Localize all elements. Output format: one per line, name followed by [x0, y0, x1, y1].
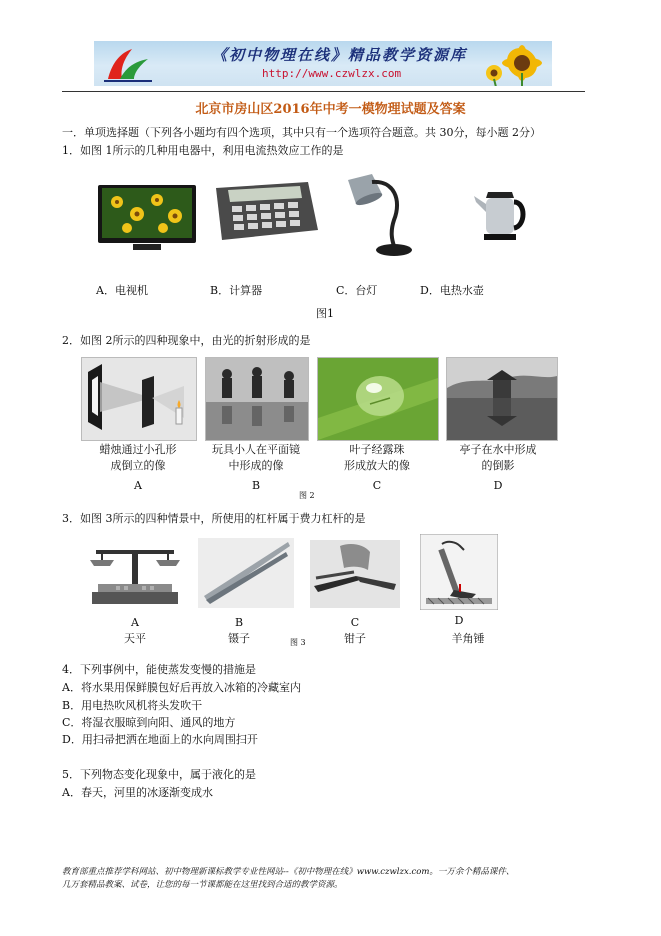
- q3-letter-b: B: [234, 616, 244, 629]
- q3-name-b: 镊子: [228, 632, 250, 645]
- q4-stem: 4．下列事例中，能使蒸发变慢的措施是: [62, 663, 256, 676]
- q2-letter-a: A: [134, 479, 142, 492]
- q4-option-b: B．用电热吹风机将头发吹干: [62, 699, 203, 712]
- site-logo: [102, 45, 154, 83]
- tweezers-image: [198, 538, 294, 608]
- footer-line-2: 几万套精品教案、试卷，让您的每一节课都能在这里找到合适的教学资源。: [62, 880, 343, 890]
- q2-figure-label: 图 2: [299, 491, 315, 500]
- header-divider: [62, 91, 585, 92]
- page-title: 北京市房山区2016年中考一模物理试题及答案: [195, 102, 466, 117]
- q2-caption-a-1: 蜡烛通过小孔形: [99, 443, 177, 456]
- balance-scale-image: [86, 540, 184, 608]
- q2-letter-c: C: [372, 479, 382, 492]
- q4-option-a: A．将水果用保鲜膜包好后再放入冰箱的冷藏室内: [62, 681, 301, 694]
- q1-option-a: A．电视机: [96, 284, 148, 297]
- q2-caption-d-1: 亭子在水中形成: [459, 443, 537, 456]
- q2-letter-b: B: [251, 479, 261, 492]
- pinhole-image: [81, 357, 197, 441]
- banner-title: 《初中物理在线》精品教学资源库: [212, 46, 468, 64]
- q1-option-c: C．台灯: [336, 284, 378, 297]
- q3-letter-d: D: [454, 614, 464, 627]
- dewdrop-leaf-image: [317, 357, 439, 441]
- q2-caption-c-1: 叶子经露珠: [349, 443, 405, 456]
- q1-option-b: B．计算器: [210, 284, 263, 297]
- q2-letter-d: D: [493, 479, 503, 492]
- q3-letter-c: C: [350, 616, 360, 629]
- desk-lamp-image: [342, 170, 414, 260]
- q2-caption-b-2: 中形成的像: [228, 459, 284, 472]
- q1-stem: 1．如图 1所示的几种用电器中，利用电流热效应工作的是: [62, 144, 344, 157]
- q2-caption-a-2: 成倒立的像: [110, 459, 166, 472]
- q5-option-a: A．春天，河里的冰逐渐变成水: [62, 786, 213, 799]
- q2-stem: 2．如图 2所示的四种现象中，由光的折射形成的是: [62, 334, 311, 347]
- q3-stem: 3．如图 3所示的四种情景中，所使用的杠杆属于费力杠杆的是: [62, 512, 366, 525]
- q3-name-d: 羊角锤: [451, 632, 485, 645]
- claw-hammer-image: [420, 534, 498, 610]
- tv-image: [97, 184, 197, 254]
- q2-caption-c-2: 形成放大的像: [344, 459, 410, 472]
- q2-caption-b-1: 玩具小人在平面镜: [212, 443, 300, 456]
- sunflower-icon: [482, 43, 546, 86]
- banner-url[interactable]: http://www.czwlzx.com: [262, 67, 402, 80]
- mirror-toys-image: [205, 357, 309, 441]
- q3-name-c: 钳子: [344, 632, 366, 645]
- q1-option-d: D．电热水壶: [420, 284, 484, 297]
- calculator-image: [212, 178, 320, 242]
- q3-letter-a: A: [131, 616, 139, 629]
- electric-kettle-image: [468, 182, 532, 246]
- q4-option-d: D．用扫帚把洒在地面上的水向周围扫开: [62, 733, 258, 746]
- footer-line-1: 教育部重点推荐学科网站、初中物理新课标教学专业性网站--《初中物理在线》www.czwlzx.com。一万余个精品课件、: [62, 867, 515, 877]
- footer-note: [62, 866, 622, 892]
- q3-name-a: 天平: [124, 632, 146, 645]
- q5-stem: 5．下列物态变化现象中，属于液化的是: [62, 768, 256, 781]
- pavilion-reflection-image: [446, 357, 558, 441]
- pliers-image: [310, 540, 400, 608]
- q2-caption-d-2: 的倒影: [481, 459, 515, 472]
- header-banner: [94, 41, 552, 86]
- q1-figure-label: 图1: [316, 307, 334, 320]
- q3-figure-label: 图 3: [290, 638, 306, 647]
- section-heading: 一．单项选择题（下列各小题均有四个选项，其中只有一个选项符合题意。共 30分，每小题 2分）: [62, 126, 541, 139]
- q4-option-c: C．将湿衣服晾到向阳、通风的地方: [62, 716, 236, 729]
